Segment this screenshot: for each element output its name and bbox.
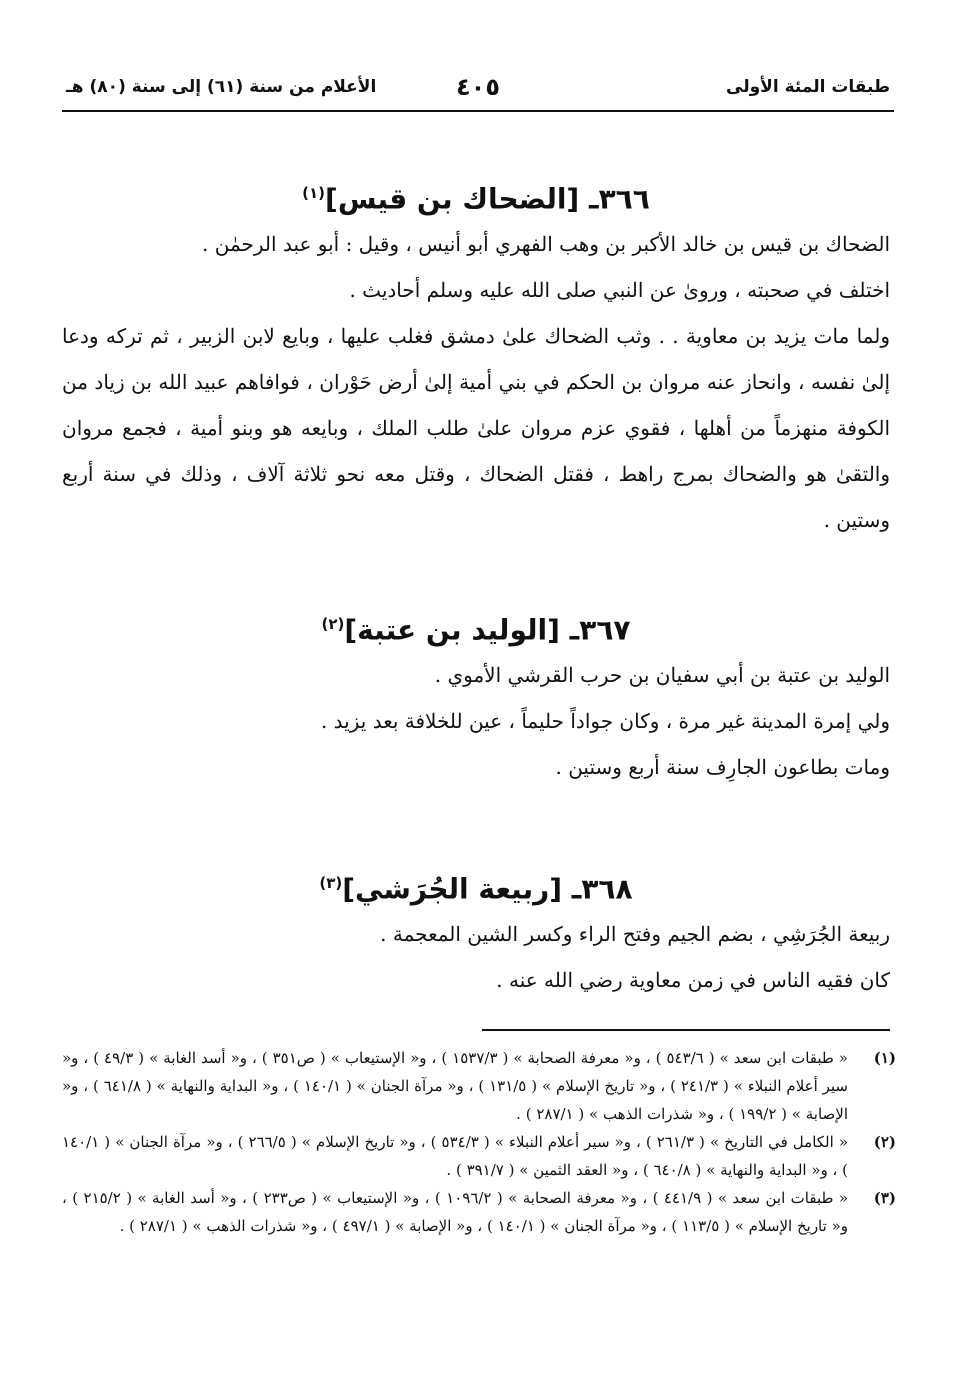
footnote-number: (٣) (873, 1189, 896, 1207)
header-rule (62, 110, 894, 112)
footnote-ref: (١) (302, 184, 326, 202)
entry-368 (62, 855, 890, 1003)
paragraph: ولما مات يزيد بن معاوية . . وثب الضحاك علىٰ دمشق فغلب عليها ، وبايع لابن الزبير ، ثم تركه ودعا إلىٰ نفسه ، وانحاز عنه مروان بن الحكم في بني أمية إلىٰ أرض حَوْران ، فوافاهم عبيد الله بن زياد من الكوفة منهزماً من أهلها ، فقوي عزم مروان علىٰ طلب الملك ، وبايعه هو وبنو أمية ، فجمع مروان والتقىٰ هو والضحاك بمرج راهط ، فقتل الضحاك ، وقتل معه نحو ثلاثة آلاف ، وذلك في سنة أربع وستين . (62, 324, 890, 532)
footnotes (62, 1044, 896, 1240)
footnote-ref: (٣) (319, 874, 343, 892)
footnote-rule (482, 1029, 890, 1031)
footnote-number: (٢) (873, 1133, 896, 1151)
paragraph: ومات بطاعون الجارِف سنة أربع وستين . (555, 755, 890, 779)
entry-heading: ٣٦٧ـ [الوليد بن عتبة] (344, 613, 631, 647)
footnote (62, 1184, 896, 1240)
footnote-text: « طبقات ابن سعد » ( ٤٤١/٩ ) ، و« معرفة الصحابة » ( ١٠٩٦/٢ ) ، و« الإستيعاب » ( ص٢٣٣ ) ، و« أسد الغابة » ( ٢١٥/٢ ) ، و« تاريخ الإسلام » ( ١١٣/٥ ) ، و« مرآة الجنان » ( ١٤٠/١ ) ، و« الإصابة » ( ٤٩٧/١ ) ، و« شذرات الذهب » ( ٢٨٧/١ ) . (62, 1189, 849, 1235)
entry-title (62, 165, 890, 221)
footnote-text: « طبقات ابن سعد » ( ٥٤٣/٦ ) ، و« معرفة الصحابة » ( ١٥٣٧/٣ ) ، و« الإستيعاب » ( ص٣٥١ ) ، و« أسد الغابة » ( ٤٩/٣ ) ، و« سير أعلام النبلاء » ( ٢٤١/٣ ) ، و« تاريخ الإسلام » ( ١٣١/٥ ) ، و« مرآة الجنان » ( ١٤٠/١ ) ، و« البداية والنهاية » ( ٦٤١/٨ ) ، و« الإصابة » ( ١٩٩/٢ ) ، و« شذرات الذهب » ( ٢٨٧/١ ) . (62, 1049, 848, 1123)
footnote (62, 1044, 896, 1128)
entry-title (62, 596, 890, 652)
entry-heading: ٣٦٨ـ [ربيعة الجُرَشي] (342, 872, 633, 906)
paragraph: الضحاك بن قيس بن خالد الأكبر بن وهب الفهري أبو أنيس ، وقيل : أبو عبد الرحمٰن . (202, 232, 890, 256)
entry-heading: ٣٦٦ـ [الضحاك بن قيس] (325, 182, 650, 216)
footnote-text: « الكامل في التاريخ » ( ٢٦١/٣ ) ، و« سير أعلام النبلاء » ( ٥٣٤/٣ ) ، و« تاريخ الإسلام » ( ٢٦٦/٥ ) ، و« مرآة الجنان » ( ١٤٠/١ ) ، و« البداية والنهاية » ( ٦٤٠/٨ ) ، و« العقد الثمين » ( ٣٩١/٧ ) . (62, 1133, 848, 1179)
entry-title (62, 855, 890, 911)
paragraph: اختلف في صحبته ، وروىٰ عن النبي صلى الله عليه وسلم أحاديث . (349, 278, 890, 302)
footnote-ref: (٢) (321, 615, 345, 633)
paragraph: ولي إمرة المدينة غير مرة ، وكان جواداً حليماً ، عين للخلافة بعد يزيد . (320, 709, 890, 733)
section-range: الأعلام من سنة (٦١) إلى سنة (٨٠) هـ (66, 77, 377, 97)
page-number: ٤٠٥ (456, 73, 500, 101)
entry-367 (62, 596, 890, 790)
footnote (62, 1128, 896, 1184)
paragraph: كان فقيه الناس في زمن معاوية رضي الله عنه . (496, 968, 890, 992)
paragraph: الوليد بن عتبة بن أبي سفيان بن حرب القرشي الأموي . (434, 663, 890, 687)
paragraph: ربيعة الجُرَشِي ، بضم الجيم وفتح الراء وكسر الشين المعجمة . (380, 922, 890, 946)
footnote-number: (١) (873, 1049, 896, 1067)
entry-366 (62, 165, 890, 543)
running-header (66, 70, 890, 104)
book-title: طبقات المئة الأولى (726, 77, 890, 97)
